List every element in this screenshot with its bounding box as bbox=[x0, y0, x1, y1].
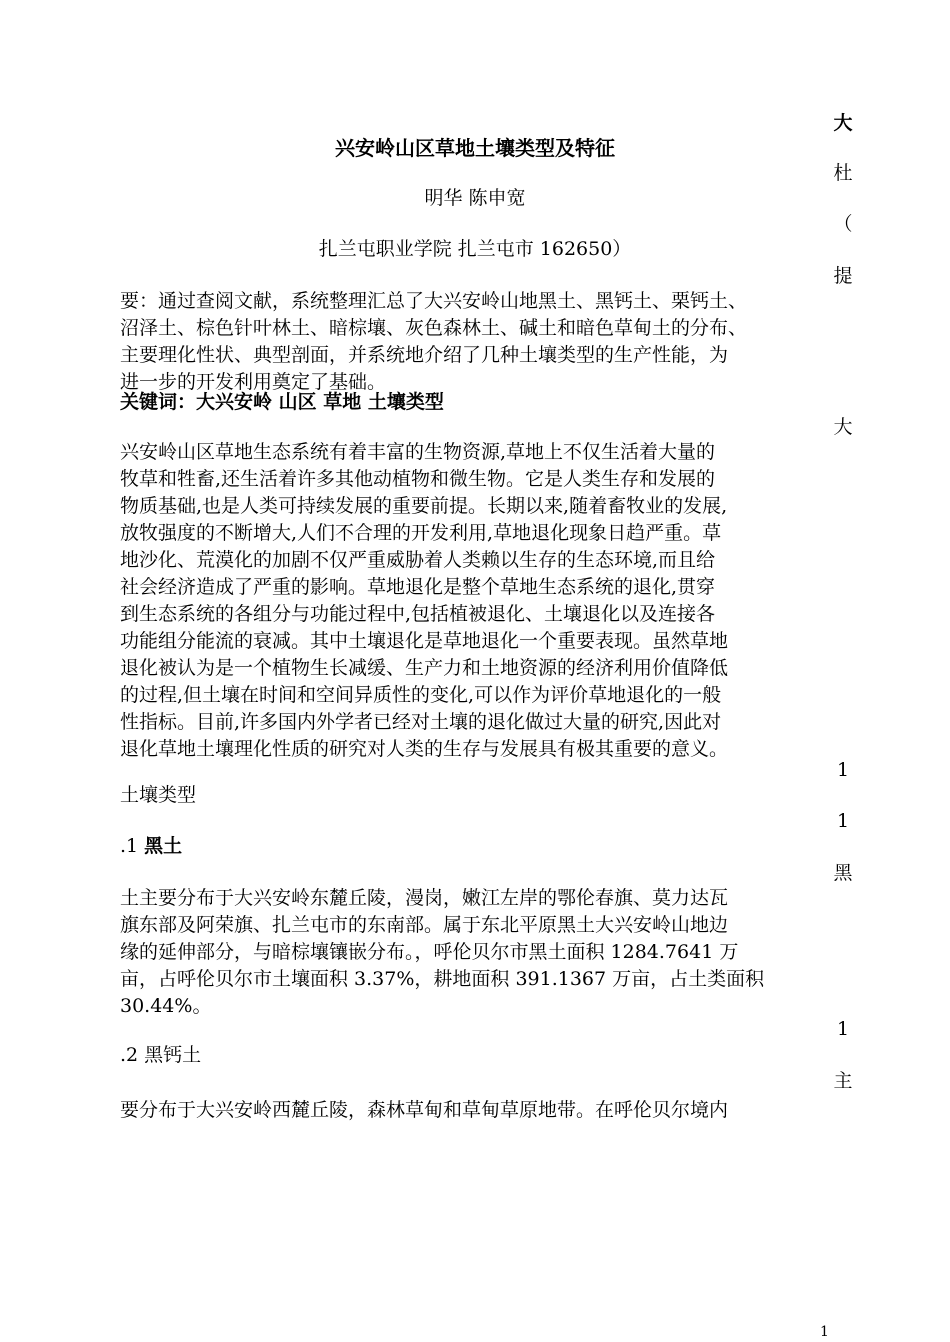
paragraph-line: 功能组分能流的衰减。其中土壤退化是草地退化一个重要表现。虽然草地 bbox=[120, 630, 729, 652]
abstract bbox=[120, 288, 832, 396]
paragraph-line: 社会经济造成了严重的影响。草地退化是整个草地生态系统的退化,贯穿 bbox=[120, 576, 716, 598]
margin-char: 大 bbox=[833, 112, 853, 134]
paragraph-line: 退化草地土壤理化性质的研究对人类的生存与发展具有极其重要的意义。 bbox=[120, 738, 729, 760]
subsection-heading: .2 黑钙土 bbox=[120, 1044, 202, 1066]
subsection-heading bbox=[120, 833, 182, 860]
margin-char: 1 bbox=[836, 810, 850, 832]
page-number: 1 bbox=[820, 1324, 829, 1340]
section-heading: 土壤类型 bbox=[120, 784, 197, 806]
paragraph-line: 的过程,但土壤在时间和空间异质性的变化,可以作为评价草地退化的一般 bbox=[120, 684, 722, 706]
abstract-line: 主要理化性状、典型剖面，并系统地介绍了几种土壤类型的生产性能，为 bbox=[120, 344, 729, 366]
subsection-paragraph bbox=[120, 885, 832, 1020]
intro-paragraph bbox=[120, 439, 832, 763]
paragraph-line: 到生态系统的各组分与功能过程中,包括植被退化、土壤退化以及连接各 bbox=[120, 603, 716, 625]
margin-char: 提 bbox=[833, 265, 853, 287]
margin-char: 1 bbox=[836, 1018, 850, 1040]
margin-char: 1 bbox=[836, 759, 850, 781]
paragraph-line: 旗东部及阿荣旗、扎兰屯市的东南部。属于东北平原黑土大兴安岭山地边 bbox=[120, 914, 729, 936]
margin-char: 黑 bbox=[833, 862, 853, 884]
abstract-line: 沼泽土、棕色针叶林土、暗棕壤、灰色森林土、碱土和暗色草甸土的分布、 bbox=[120, 317, 748, 339]
margin-char: 大 bbox=[833, 416, 853, 438]
document-title: 兴安岭山区草地土壤类型及特征 bbox=[335, 136, 615, 160]
keywords: 关键词：大兴安岭 山区 草地 土壤类型 bbox=[120, 391, 444, 413]
margin-char: 杜 bbox=[833, 162, 853, 184]
subsection-number: .1 bbox=[120, 835, 145, 857]
paragraph-line: 缘的延伸部分，与暗棕壤镶嵌分布。，呼伦贝尔市黑土面积 1284.7641 万 bbox=[120, 941, 739, 963]
affiliation: 扎兰屯职业学院 扎兰屯市 162650） bbox=[318, 238, 632, 260]
abstract-line: 进一步的开发利用奠定了基础。 bbox=[120, 371, 387, 393]
paragraph-line: 30.44%。 bbox=[120, 995, 212, 1017]
paragraph-line: 亩，占呼伦贝尔市土壤面积 3.37%，耕地面积 391.1367 万亩，占土类面积 bbox=[120, 968, 765, 990]
subsection-paragraph bbox=[120, 1097, 832, 1124]
authors: 明华 陈申宽 bbox=[424, 187, 526, 209]
paragraph-line: 退化被认为是一个植物生长减缓、生产力和土地资源的经济利用价值降低 bbox=[120, 657, 729, 679]
paragraph-line: 牧草和牲畜,还生活着许多其他动植物和微生物。它是人类生存和发展的 bbox=[120, 468, 716, 490]
subsection-title: 黑土 bbox=[144, 835, 183, 857]
abstract-line: 要：通过查阅文献，系统整理汇总了大兴安岭山地黑土、黑钙土、栗钙土、 bbox=[120, 290, 748, 312]
paragraph-line: 物质基础,也是人类可持续发展的重要前提。长期以来,随着畜牧业的发展, bbox=[120, 495, 728, 517]
paragraph-line: 性指标。目前,许多国内外学者已经对土壤的退化做过大量的研究,因此对 bbox=[120, 711, 722, 733]
paragraph-line: 兴安岭山区草地生态系统有着丰富的生物资源,草地上不仅生活着大量的 bbox=[120, 441, 716, 463]
paragraph-line: 放牧强度的不断增大,人们不合理的开发利用,草地退化现象日趋严重。草 bbox=[120, 522, 722, 544]
paragraph-line: 地沙化、荒漠化的加剧不仅严重威胁着人类赖以生存的生态环境,而且给 bbox=[120, 549, 716, 571]
margin-char: 主 bbox=[833, 1070, 853, 1092]
paragraph-line: 要分布于大兴安岭西麓丘陵，森林草甸和草甸草原地带。在呼伦贝尔境内 bbox=[120, 1099, 729, 1121]
margin-char: （ bbox=[833, 213, 853, 235]
paragraph-line: 土主要分布于大兴安岭东麓丘陵，漫岗，嫩江左岸的鄂伦春旗、莫力达瓦 bbox=[120, 887, 729, 909]
